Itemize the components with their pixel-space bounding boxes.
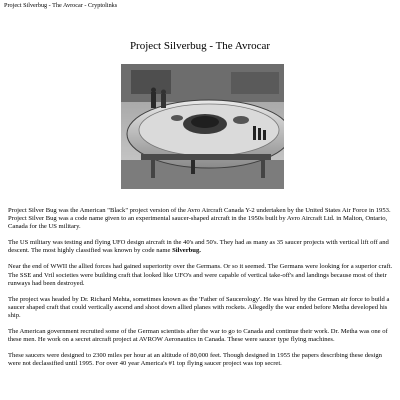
paragraph-2: [8, 239, 393, 255]
article-body: [8, 207, 393, 376]
paragraph-6: These saucers were designed to 2300 miles per hour at an altitude of 80,000 feet. Though designed in 1955 the papers describing these design were not declassified until 1995. For over 40 year America's #1 top flying saucer project was top secret.: [8, 352, 382, 368]
browser-tab-title: Project Silverbug - The Avrocar - Cryptolinks: [4, 2, 118, 9]
page-title: Project Silverbug - The Avrocar: [129, 40, 271, 52]
paragraph-1: Project Silver Bug was the American "Black" project version of the Avro Aircraft Canada Y-2 undertaken by the United States Air Force in 1953. Project Silver Bug was a code name given to an experimental saucer-shaped aircraft in the 1950s built by Avro Aircraft Ltd. in Malton, Ontario, Canada for the US military.: [8, 207, 391, 231]
avrocar-photo: [121, 64, 284, 189]
paragraph-3: Near the end of WWII the allied forces had gained superiority over the Germans. Or so it seemed. The Germans were looking for a superior craft. The SSE and Vril societies were building craft that looked like UFO's and were capable of vertical take-off's and landings because most of their runways had been destroyed.: [8, 263, 393, 287]
paragraph-5: The American government recruited some of the German scientists after the war to go to Canada and continue their work. Dr. Metha was one of these men. He work on a secret aircraft project at AVROW Aeronautics in Canada. These were saucer type flying machines.: [8, 328, 388, 344]
avrocar-photo-image: [121, 64, 284, 189]
paragraph-2-text: The US military was testing and flying UFO design aircraft in the 40's and 50's. They had as many as 35 saucer projects with vertical lift off and descent. The most highly classified was known by code name: [8, 239, 389, 255]
paragraph-4: The project was headed by Dr. Richard Mehta, sometimes known as the 'Father of Saucerology'. He was hired by the German air force to build a saucer shaped craft that could vertically ascend and shoot down allied planes with rockets. Allegedly the war ended before Metha developed his ship.: [8, 295, 390, 319]
paragraph-2-bold: Silverbug.: [172, 247, 201, 255]
